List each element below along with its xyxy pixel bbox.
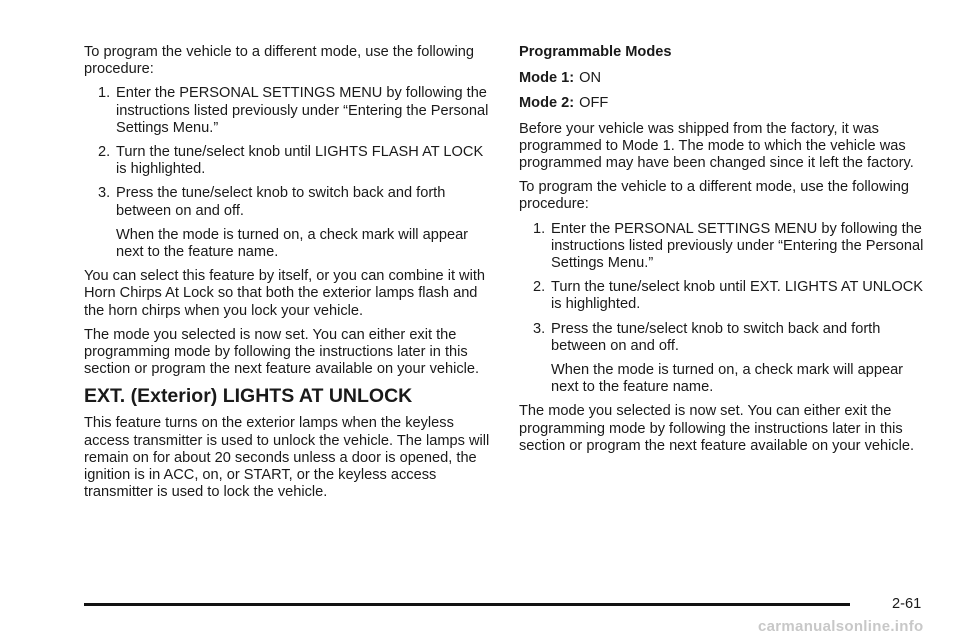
step-note: When the mode is turned on, a check mark will appear next to the feature name. (116, 226, 469, 261)
programmable-modes-heading: Programmable Modes (519, 44, 672, 60)
procedure-intro: To program the vehicle to a different mode, use the following procedure: (519, 179, 909, 213)
mode-item (519, 95, 929, 112)
step-text: Enter the PERSONAL SETTINGS MENU by following the instructions listed previously under “Entering the Personal Settings Menu.” (551, 220, 924, 272)
step-text: Press the tune/select knob to switch back and forth between on and off. (551, 320, 881, 354)
procedure-step (84, 185, 494, 219)
mode-set-paragraph: The mode you selected is now set. You can either exit the programming mode by following the instructions later in this section or program the next feature available on your vehicle. (84, 326, 480, 378)
step-note: When the mode is turned on, a check mark will appear next to the feature name. (551, 362, 904, 396)
procedure-step (519, 279, 929, 313)
step-number: 2. (98, 144, 111, 161)
section-heading: EXT. (Exterior) LIGHTS AT UNLOCK (84, 385, 413, 408)
procedure-intro: To program the vehicle to a different mode, use the following procedure: (84, 44, 474, 78)
step-text: Turn the tune/select knob until EXT. LIGHTS AT UNLOCK is highlighted. (551, 279, 924, 313)
step-number: 1. (533, 220, 546, 237)
procedure-step (519, 321, 929, 355)
combine-paragraph: You can select this feature by itself, or you can combine it with Horn Chirps At Lock so that both the exterior lamps flash and the horn chirps when you lock your vehicle. (84, 268, 485, 319)
step-number: 3. (533, 320, 546, 337)
footer-rule (84, 603, 850, 606)
page-number: 2-61 (892, 596, 922, 612)
mode-value: OFF (579, 95, 609, 112)
procedure-steps (84, 85, 494, 219)
procedure-steps (519, 221, 929, 355)
factory-paragraph: Before your vehicle was shipped from the factory, it was programmed to Mode 1. The mode to which the vehicle was programmed may have been changed since it left the factory. (519, 120, 914, 172)
step-number: 2. (533, 279, 546, 296)
right-column (519, 44, 929, 462)
mode-label: Mode 1: (519, 70, 575, 87)
mode-item (519, 70, 929, 87)
step-text: Turn the tune/select knob until LIGHTS FLASH AT LOCK is highlighted. (116, 144, 484, 178)
step-number: 1. (98, 85, 111, 102)
procedure-step (519, 221, 929, 273)
mode-value: ON (579, 70, 602, 87)
step-text: Press the tune/select knob to switch back and forth between on and off. (116, 185, 446, 219)
step-number: 3. (98, 185, 111, 202)
mode-set-paragraph: The mode you selected is now set. You can either exit the programming mode by following the instructions later in this section or program the next feature available on your vehicle. (519, 403, 915, 454)
step-text: Enter the PERSONAL SETTINGS MENU by following the instructions listed previously under “Entering the Personal Settings Menu.” (116, 85, 489, 136)
mode-label: Mode 2: (519, 95, 575, 112)
left-column (84, 44, 494, 508)
procedure-step (84, 144, 494, 178)
watermark-site: carmanualsonline.info (758, 618, 924, 635)
procedure-step (84, 85, 494, 137)
feature-description: This feature turns on the exterior lamps when the keyless access transmitter is used to unlock the vehicle. The lamps will remain on for about 20 seconds unless a door is opened, the ignition is in ACC, on, or START, or the keyless access transmitter is used to lock the vehicle. (84, 415, 490, 501)
